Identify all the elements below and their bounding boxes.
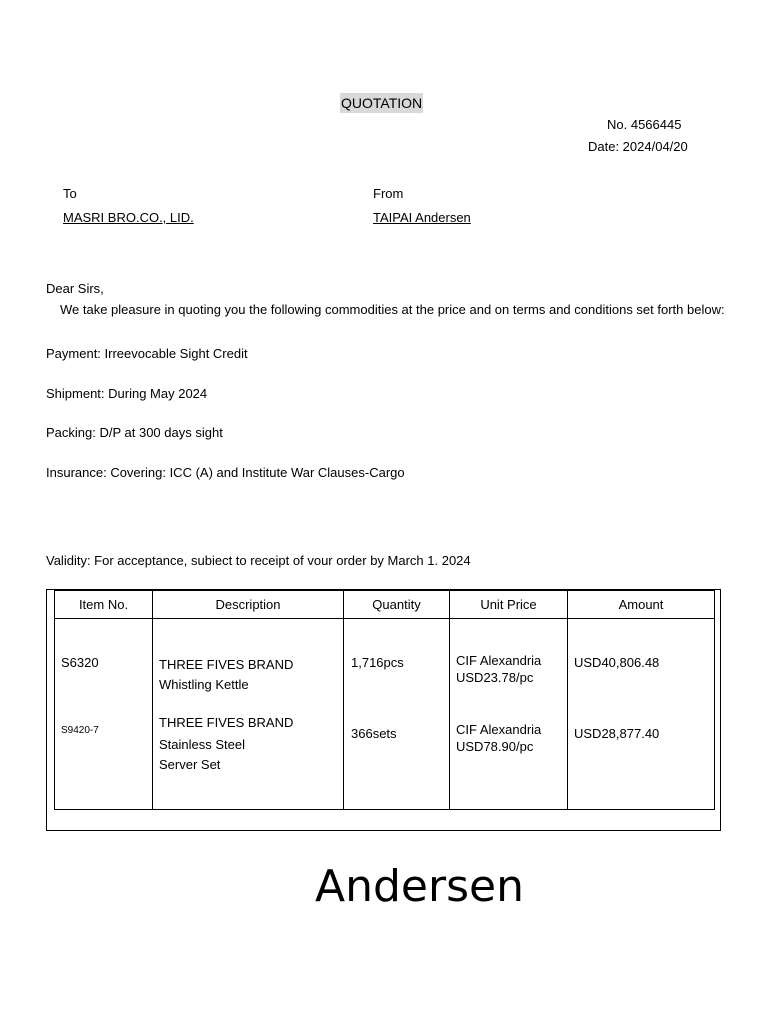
description-line: Whistling Kettle bbox=[159, 677, 249, 692]
quantity-value: 366sets bbox=[351, 726, 397, 741]
from-label: From bbox=[373, 186, 404, 201]
item-no: S6320 bbox=[61, 655, 99, 670]
amount-value: USD40,806.48 bbox=[574, 655, 660, 670]
unit-price-line: CIF Alexandria bbox=[456, 722, 542, 737]
header-quantity: Quantity bbox=[344, 591, 450, 619]
packing-terms: Packing: D/P at 300 days sight bbox=[46, 425, 223, 440]
description-line: Stainless Steel bbox=[159, 737, 245, 752]
amount-cell bbox=[568, 619, 715, 810]
header-item-no: Item No. bbox=[55, 591, 153, 619]
insurance-terms: Insurance: Covering: ICC (A) and Institute War Clauses-Cargo bbox=[46, 465, 405, 480]
signature: Andersen bbox=[315, 861, 524, 912]
unit-price-line: USD23.78/pc bbox=[456, 670, 534, 685]
shipment-terms: Shipment: During May 2024 bbox=[46, 386, 208, 401]
quantity-value: 1,716pcs bbox=[351, 655, 404, 670]
description-line: THREE FIVES BRAND bbox=[159, 657, 294, 672]
quotation-number: No. 4566445 bbox=[607, 117, 682, 132]
amount-value: USD28,877.40 bbox=[574, 726, 660, 741]
header-unit-price: Unit Price bbox=[450, 591, 568, 619]
quantity-cell bbox=[344, 619, 450, 810]
header-amount: Amount bbox=[568, 591, 715, 619]
document-title: QUOTATION bbox=[341, 95, 423, 111]
payment-terms: Payment: Irreevocable Sight Credit bbox=[46, 346, 248, 361]
salutation: Dear Sirs, bbox=[46, 281, 104, 296]
header-description: Description bbox=[153, 591, 344, 619]
description-cell bbox=[153, 619, 344, 810]
table-header-row bbox=[55, 591, 715, 619]
unit-price-line: CIF Alexandria bbox=[456, 653, 542, 668]
intro-paragraph: We take pleasure in quoting you the following commodities at the price and on terms and conditions set forth below: bbox=[60, 302, 725, 317]
from-company: TAIPAI Andersen bbox=[373, 210, 471, 225]
description-line: Server Set bbox=[159, 757, 221, 772]
table-row bbox=[55, 619, 715, 810]
unit-price-line: USD78.90/pc bbox=[456, 739, 534, 754]
item-no: S9420-7 bbox=[61, 725, 99, 736]
item-no-cell bbox=[55, 619, 153, 810]
description-line: THREE FIVES BRAND bbox=[159, 715, 294, 730]
quotation-date: Date: 2024/04/20 bbox=[588, 139, 688, 154]
to-label: To bbox=[63, 186, 77, 201]
quotation-table bbox=[54, 590, 715, 810]
validity-terms: Validity: For acceptance, subiect to receipt of vour order by March 1. 2024 bbox=[46, 553, 471, 568]
unit-price-cell bbox=[450, 619, 568, 810]
to-company: MASRI BRO.CO., LID. bbox=[63, 210, 194, 225]
